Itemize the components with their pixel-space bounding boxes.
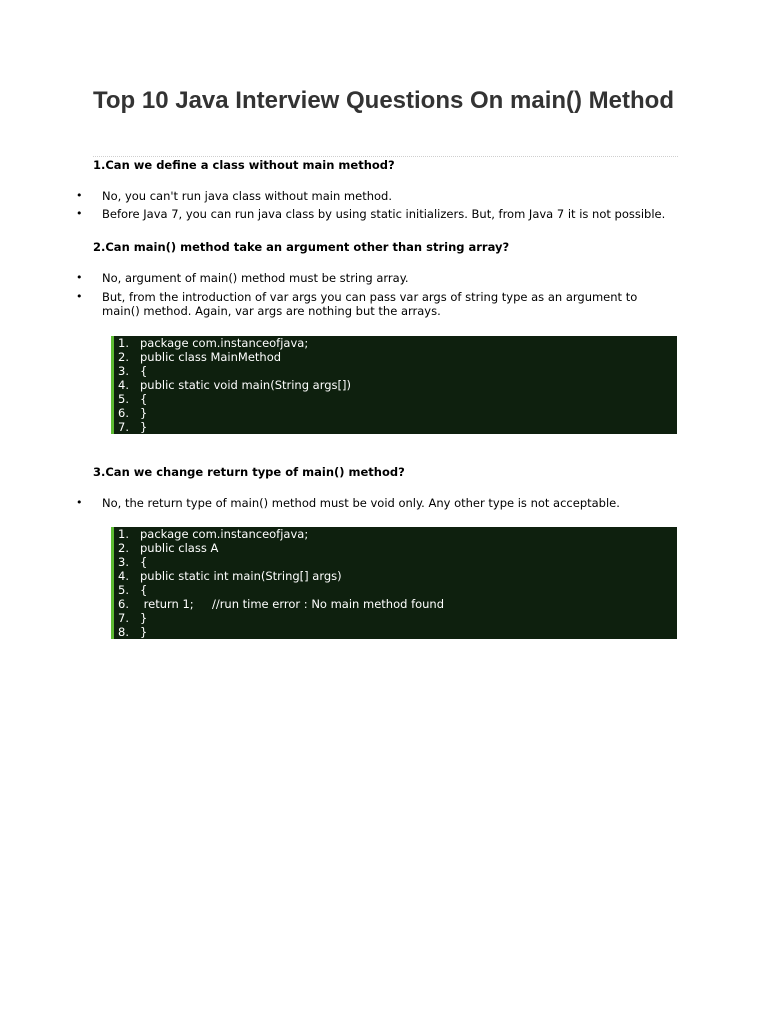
bullet-icon: •	[76, 271, 83, 284]
code-line	[118, 611, 677, 625]
code-line	[118, 336, 677, 350]
code-line	[118, 406, 677, 420]
code-line	[118, 541, 677, 555]
title-divider	[93, 156, 678, 157]
code-text: public static int main(String[] args)	[140, 569, 342, 583]
line-number: 6.	[118, 406, 129, 420]
code-text: {	[140, 555, 148, 569]
code-text: return 1; //run time error : No main method found	[140, 597, 445, 611]
code-text: }	[140, 406, 148, 420]
line-number: 1.	[118, 336, 129, 350]
list-item-text: But, from the introduction of var args you can pass var args of string type as an argument to main() method. Again, var args are nothing but the arrays.	[102, 290, 638, 318]
code-line	[118, 597, 677, 611]
code-text: {	[140, 392, 148, 406]
code-line	[118, 583, 677, 597]
line-number: 2.	[118, 541, 129, 555]
code-line	[118, 527, 677, 541]
code-line	[118, 569, 677, 583]
bullet-icon: •	[76, 496, 83, 509]
code-text: {	[140, 583, 148, 597]
bullet-icon: •	[76, 290, 83, 303]
question-1-heading: 1.Can we define a class without main method?	[93, 158, 395, 172]
list-item-text: No, the return type of main() method must be void only. Any other type is not acceptable.	[102, 496, 620, 510]
code-line	[118, 555, 677, 569]
code-line	[118, 392, 677, 406]
code-text: public class MainMethod	[140, 350, 282, 364]
code-line	[118, 420, 677, 434]
line-number: 4.	[118, 569, 129, 583]
code-text: {	[140, 364, 148, 378]
code-line	[118, 364, 677, 378]
code-text: }	[140, 611, 148, 625]
line-number: 2.	[118, 350, 129, 364]
code-block-return-type	[111, 527, 677, 639]
code-text: }	[140, 420, 148, 434]
line-number: 4.	[118, 378, 129, 392]
code-block-main-method	[111, 336, 677, 434]
line-number: 3.	[118, 364, 129, 378]
line-number: 7.	[118, 420, 129, 434]
line-number: 8.	[118, 625, 129, 639]
code-text: public static void main(String args[])	[140, 378, 351, 392]
list-item-text: Before Java 7, you can run java class by using static initializers. But, from Java 7 it is not possible.	[102, 207, 666, 221]
code-text: package com.instanceofjava;	[140, 336, 309, 350]
line-number: 5.	[118, 583, 129, 597]
line-number: 6.	[118, 597, 129, 611]
line-number: 3.	[118, 555, 129, 569]
question-3-heading: 3.Can we change return type of main() method?	[93, 465, 405, 479]
code-line	[118, 350, 677, 364]
line-number: 5.	[118, 392, 129, 406]
line-number: 1.	[118, 527, 129, 541]
line-number: 7.	[118, 611, 129, 625]
code-text: package com.instanceofjava;	[140, 527, 309, 541]
bullet-icon: •	[76, 189, 83, 202]
page-title: Top 10 Java Interview Questions On main() Method	[93, 87, 674, 114]
question-2-heading: 2.Can main() method take an argument other than string array?	[93, 240, 510, 254]
code-text: }	[140, 625, 148, 639]
code-text: public class A	[140, 541, 219, 555]
code-line	[118, 378, 677, 392]
code-line	[118, 625, 677, 639]
list-item-text: No, argument of main() method must be string array.	[102, 271, 409, 285]
bullet-icon: •	[76, 207, 83, 220]
list-item-text: No, you can't run java class without main method.	[102, 189, 392, 203]
